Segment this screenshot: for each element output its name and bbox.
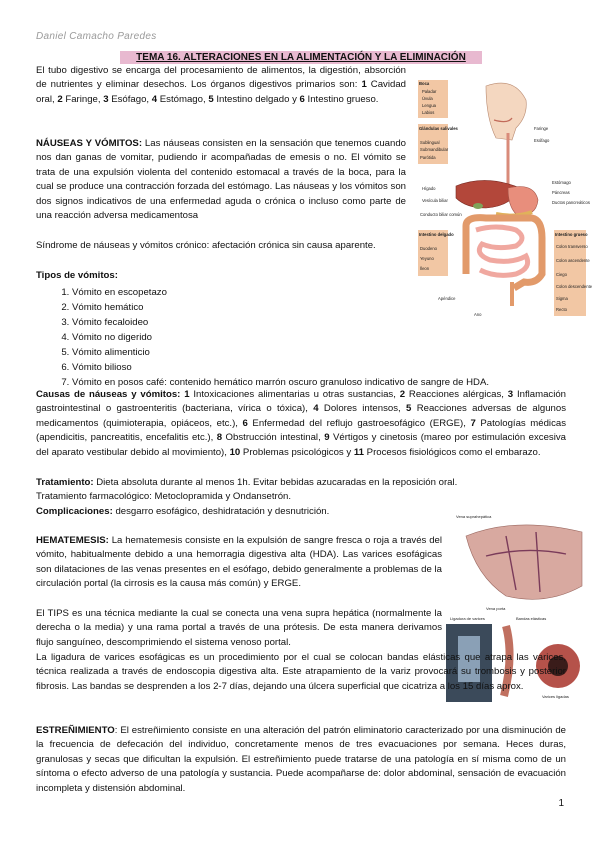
label-ileon: Íleon <box>420 266 430 271</box>
complicaciones-paragraph: Complicaciones: desgarro esofágico, deshidratación y desnutrición. <box>36 506 330 517</box>
label-bandas: Bandas elásticas <box>516 616 547 621</box>
label-varices: Varices ligadas <box>542 694 569 699</box>
intro-paragraph: El tubo digestivo se encarga del procesamiento de alimentos, la digestión, absorción de nutrientes y eliminar desechos. Los órganos digestivos primarios son: 1 Cavidad oral, 2 Faringe, 3 Esófago, 4 Estómago, 5 Intestino delgado y 6 Intestino grueso. <box>36 65 406 105</box>
label-yeyuno: Yeyuno <box>420 256 434 261</box>
label-colon-desc: Colon descendente <box>556 284 593 289</box>
label-ductos: Ductos pancreáticos <box>552 200 590 205</box>
label-conducto: Conducto biliar común <box>420 212 462 217</box>
list-item: 1. Vómito en escopetazo <box>72 285 602 300</box>
page-title: TEMA 16. ALTERACIONES EN LA ALIMENTACIÓN Y LA ELIMINACIÓN <box>120 51 482 64</box>
label-labios: Labios <box>422 110 435 115</box>
label-lengua: Lengua <box>422 103 436 108</box>
label-paladar: Paladar <box>422 89 437 94</box>
page-number: 1 <box>558 798 564 809</box>
label-glandulas: Glándulas salivales <box>419 126 458 131</box>
label-higado: Hígado <box>422 186 436 191</box>
label-estomago: Estómago <box>552 180 571 185</box>
label-boca: Boca <box>419 81 430 86</box>
label-vena-supra: Vena suprahepática <box>456 514 492 519</box>
label-submandibular: Submandibular <box>420 147 449 152</box>
label-intestino-delgado: Intestino delgado <box>419 232 454 237</box>
label-vena-porta: Vena porta <box>486 606 506 611</box>
label-recto: Recto <box>556 307 567 312</box>
label-ano: Ano <box>474 312 482 317</box>
farmaco-paragraph: Tratamiento farmacológico: Metoclopramida y Ondansetrón. <box>36 491 292 502</box>
author-name: Daniel Camacho Paredes <box>36 31 157 42</box>
label-parotida: Parótida <box>420 155 436 160</box>
digestive-system-figure <box>416 78 593 320</box>
tratamiento-paragraph: Tratamiento: Dieta absoluta durante al menos 1h. Evitar bebidas azucaradas en la reposición oral. <box>36 477 458 488</box>
label-uvula: Úvula <box>422 96 433 101</box>
list-item: 2. Vómito hemático <box>72 300 602 315</box>
tipos-list <box>36 285 602 390</box>
ligadura-paragraph: La ligadura de varices esofágicas es un procedimiento por el cual se colocan bandas elásticas que atrapa las varices, técnica realizada a través de endoscopia digestiva alta. Este atrapamiento de la variz provocará su trombosis y posterior fibrosis. Las bandas se desprenden a los 2-7 días, dejando una úlcera superficial que cicatriza a los 15 días aprox. <box>36 652 566 692</box>
list-item: 3. Vómito fecaloideo <box>72 315 602 330</box>
hematemesis-heading: HEMATEMESIS: <box>36 535 109 546</box>
label-intestino-grueso: Intestino grueso <box>555 232 588 237</box>
sindrome-paragraph: Síndrome de náuseas y vómitos crónico: afectación crónica sin causa aparente. <box>36 240 376 251</box>
label-vesicula: Vesícula biliar <box>422 198 448 203</box>
label-colon-trans: Colon transverso <box>556 244 588 249</box>
label-apendice: Apéndice <box>438 296 456 301</box>
label-pancreas: Páncreas <box>552 190 570 195</box>
label-colon-asc: Colon ascendente <box>556 258 590 263</box>
list-item: 5. Vómito alimenticio <box>72 345 602 360</box>
label-ciego: Ciego <box>556 272 567 277</box>
label-duodeno: Duodeno <box>420 246 437 251</box>
tips-paragraph: El TIPS es una técnica mediante la cual se conecta una vena supra hepática (normalmente la derecha o la media) y una rama portal a través de una prótesis. De esta manera derivamos flujo sanguíneo, descomprimiendo el sistema venoso portal. <box>36 608 442 648</box>
label-ligadura: Ligadura de varices <box>450 616 485 621</box>
label-sigma: Sigma <box>556 296 568 301</box>
list-item: 4. Vómito no digerido <box>72 330 602 345</box>
label-sublingual: Sublingual <box>420 140 440 145</box>
estrenimiento-paragraph: ESTREÑIMIENTO: El estreñimiento consiste en una alteración del patrón eliminatorio caracterizado por una disminución de la frecuencia de defecación del individuo, concretamente menos de tres evacuaciones por semana. Heces duras, granulosas y secas que dificultan la expulsión. El estreñimiento puede tratarse de una patología en sí misma como de un síntoma o efecto adverso de una patología y sustancia. Puede acompañarse de: dolor abdominal, sensación de evacuación incompleta y distensión abdominal. <box>36 725 566 794</box>
causas-paragraph: Causas de náuseas y vómitos: 1 Intoxicaciones alimentarias u otras sustancias, 2 Reacciones alérgicas, 3 Inflamación gastrointestinal o gastroenteritis (bacteriana, vírica o tóxica), 4 Dolores intensos, 5 Reacciones adversas de algunos medicamentos (quimioterapia, opiáceos, etc.), 6 Enfermedad del reflujo gastroesofágico (ERGE), 7 Patologías médicas (apendicitis, pancreatitis, encefalitis etc.), 8 Obstrucción intestinal, 9 Vértigos y cinetosis (mareo por estimulación excesiva del aparato vestibular debido al movimiento), 10 Problemas psicológicos y 11 Procesos fisiológicos como el embarazo. <box>36 389 567 458</box>
list-item: 7. Vómito en posos café: contenido hemático marrón oscuro granuloso indicativo de sangre de HDA. <box>72 375 602 390</box>
label-faringe: Faringe <box>534 126 549 131</box>
label-esofago: Esófago <box>534 138 550 143</box>
list-item: 6. Vómito bilioso <box>72 360 602 375</box>
estrenimiento-heading: ESTREÑIMIENTO <box>36 725 115 736</box>
nauseas-heading: NÁUSEAS Y VÓMITOS: <box>36 138 143 149</box>
hematemesis-paragraph: HEMATEMESIS: La hematemesis consiste en la expulsión de sangre fresca o roja a través del vómito, habitualmente debido a una hemorragia digestiva alta (HDA). Las varices esofágicas son dilataciones de las venas presentes en el esófago, debido generalmente a problemas de la circulación portal (la cirrosis es la causa más común) y ERGE. <box>36 535 442 590</box>
nauseas-paragraph: NÁUSEAS Y VÓMITOS: Las náuseas consisten en la sensación que tenemos cuando nos dan ganas de vomitar, pudiendo ir acompañadas de emesis o no. El vómito se trata de una expulsión violenta del contenido estomacal a través de la boca, para la cual se produce una contracción forzada del estómago. Las náuseas y los vómitos son dos signos indicativos de una enfermedad aguda o crónica o incluso como parte de una reacción adversa medicamentosa <box>36 138 407 222</box>
tipos-heading: Tipos de vómitos: <box>36 270 118 281</box>
